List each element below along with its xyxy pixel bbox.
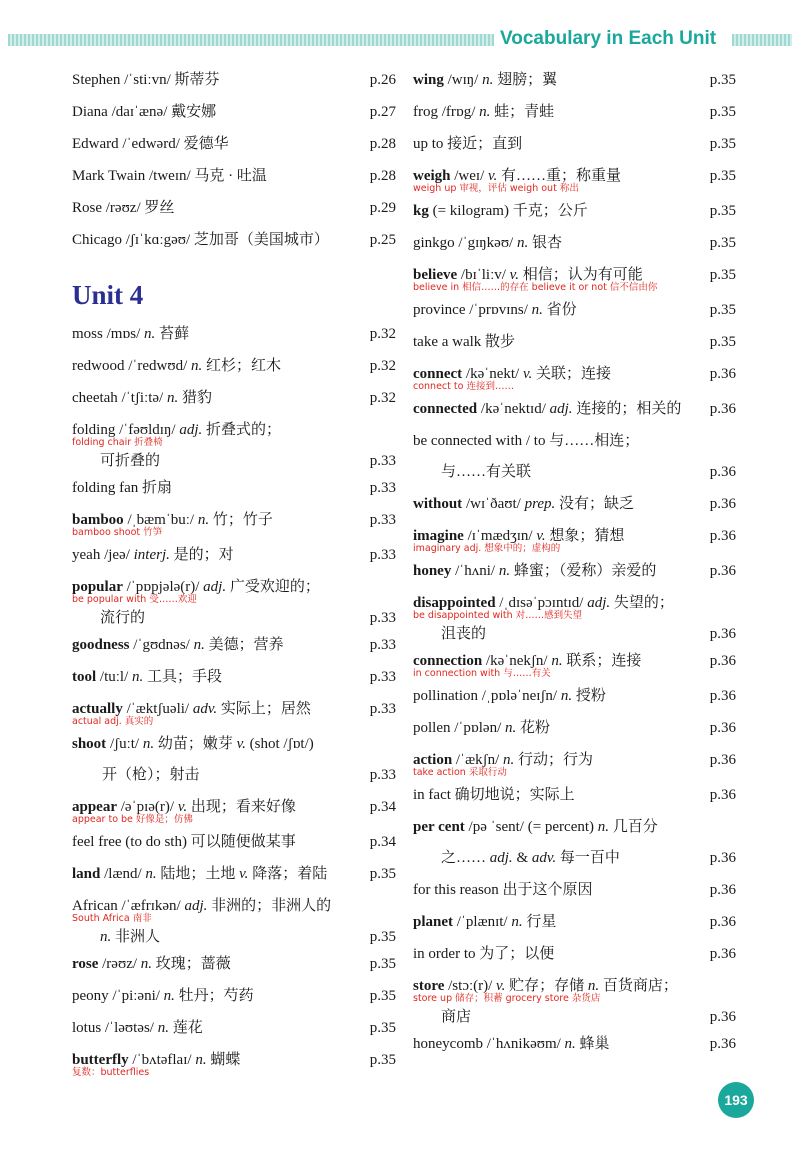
vocab-entry-text: connect /kəˈnekt/ v. 关联；连接 [413, 366, 612, 382]
header-decorative-band [8, 34, 494, 46]
page-reference: p.36 [709, 787, 736, 803]
vocab-entry [72, 539, 396, 571]
vocab-entry [413, 128, 736, 160]
page-reference: p.35 [709, 302, 736, 318]
page-reference: p.27 [369, 104, 396, 120]
page-reference: p.35 [369, 1052, 396, 1068]
vocab-entry [413, 906, 736, 938]
vocab-entry [413, 358, 736, 393]
vocab-entry-text: popular /ˈpɒpjələ(r)/ adj. 广受欢迎的； [72, 579, 320, 595]
page-reference: p.35 [709, 168, 736, 184]
vocab-entry [413, 970, 736, 1028]
vocab-entry-text: without /wɪˈðaʊt/ prep. 没有；缺乏 [413, 496, 635, 512]
page-reference: p.34 [369, 834, 396, 850]
vocab-entry [72, 858, 396, 890]
vocab-entry-text: take a walk 散步 [413, 334, 516, 350]
vocab-entry-text: action /ˈækʃn/ n. 行动；行为 [413, 752, 594, 768]
vocab-entry [72, 96, 396, 128]
vocab-entry-text: up to 接近；直到 [413, 136, 523, 152]
page-reference: p.32 [369, 390, 396, 406]
unit-heading: Unit 4 [72, 280, 144, 310]
page-reference: p.33 [369, 453, 396, 469]
handwritten-note: folding chair 折叠椅 [72, 437, 163, 448]
vocab-entry-text: per cent /pə ˈsent/ (= percent) n. 几百分 [413, 819, 658, 835]
page-number-badge: 193 [718, 1082, 754, 1118]
vocab-entry-text: connected /kəˈnektɪd/ adj. 连接的；相关的 [413, 401, 682, 417]
vocab-entry-continuation: 开（枪）；射击 [102, 767, 200, 783]
vocab-entry [413, 712, 736, 744]
section-spacer [72, 256, 396, 278]
page-reference: p.35 [369, 929, 396, 945]
vocab-entry-text: goodness /ˈgʊdnəs/ n. 美德；营养 [72, 637, 284, 653]
vocab-entry [72, 571, 396, 629]
page-reference: p.33 [369, 767, 396, 783]
vocab-entry-text: honeycomb /ˈhʌnikəʊm/ n. 蜂巢 [413, 1036, 610, 1052]
handwritten-note: weigh up 审视，评估 weigh out 称出 [413, 183, 579, 194]
vocab-entry [72, 414, 396, 472]
page-reference: p.35 [369, 866, 396, 882]
page-reference: p.26 [369, 72, 396, 88]
vocab-entry [413, 874, 736, 906]
vocab-entry [413, 326, 736, 358]
vocab-entry-text: Stephen /ˈstiːvn/ 斯蒂芬 [72, 72, 220, 88]
vocab-entry [72, 472, 396, 504]
handwritten-note: appear to be 好像是；仿佛 [72, 814, 193, 825]
page-reference: p.33 [369, 610, 396, 626]
vocab-entry [72, 629, 396, 661]
vocab-entry [72, 826, 396, 858]
vocab-entry-text: moss /mɒs/ n. 苔藓 [72, 326, 190, 342]
vocab-entry-text: pollen /ˈpɒlən/ n. 花粉 [413, 720, 551, 736]
vocab-entry [413, 96, 736, 128]
vocab-entry-continuation: 流行的 [100, 610, 146, 626]
vocab-entry [72, 693, 396, 728]
page-reference: p.33 [369, 637, 396, 653]
handwritten-note: believe in 相信……的存在 believe it or not 信不信由你 [413, 282, 658, 293]
handwritten-note: be disappointed with 对……感到失望 [413, 610, 583, 621]
page-reference: p.36 [709, 401, 736, 417]
vocab-entry [72, 661, 396, 693]
vocab-entry [72, 128, 396, 160]
vocab-entry-text: for this reason 出于这个原因 [413, 882, 593, 898]
vocab-entry [413, 488, 736, 520]
vocab-entry-text: planet /ˈplænɪt/ n. 行星 [413, 914, 557, 930]
vocab-entry-text: cheetah /ˈtʃiːtə/ n. 猎豹 [72, 390, 212, 406]
vocab-entry-continuation: n. 非洲人 [100, 929, 161, 945]
vocab-entry [72, 504, 396, 539]
vocab-entry-text: feel free (to do sth) 可以随便做某事 [72, 834, 296, 850]
vocab-entry [72, 728, 396, 791]
vocab-entry-text: peony /ˈpiːəni/ n. 牡丹；芍药 [72, 988, 254, 1004]
handwritten-note: connect to 连接到…… [413, 381, 514, 392]
page-reference: p.33 [369, 512, 396, 528]
page-reference: p.33 [369, 669, 396, 685]
page-reference: p.36 [709, 688, 736, 704]
vocab-entry-text: shoot /ʃuːt/ n. 幼苗；嫩芽 v. (shot /ʃɒt/) [72, 736, 314, 752]
handwritten-note: imaginary adj. 想象中的；虚构的 [413, 543, 561, 554]
vocab-entry [413, 1028, 736, 1060]
vocab-entry [72, 350, 396, 382]
page-reference: p.33 [369, 480, 396, 496]
vocab-entry-text: redwood /ˈredwʊd/ n. 红杉；红木 [72, 358, 282, 374]
page-reference: p.34 [369, 799, 396, 815]
page-reference: p.35 [709, 136, 736, 152]
page-reference: p.36 [709, 626, 736, 642]
page-header-title: Vocabulary in Each Unit [500, 28, 717, 49]
vocab-entry-text: be connected with / to 与……相连； [413, 433, 640, 449]
vocab-entry [413, 64, 736, 96]
vocabulary-column-right [413, 64, 736, 1060]
page-reference: p.36 [709, 653, 736, 669]
vocab-entry-text: actually /ˈæktʃuəli/ adv. 实际上；居然 [72, 701, 311, 717]
vocab-entry-text: rose /rəʊz/ n. 玫瑰；蔷薇 [72, 956, 231, 972]
page-reference: p.35 [709, 235, 736, 251]
page-reference: p.36 [709, 720, 736, 736]
vocab-entry [413, 811, 736, 874]
page-reference: p.32 [369, 358, 396, 374]
vocab-entry [413, 259, 736, 294]
vocab-entry-text: disappointed /ˌdɪsəˈpɔɪntɪd/ adj. 失望的； [413, 595, 674, 611]
vocab-entry [413, 520, 736, 555]
page-reference: p.33 [369, 701, 396, 717]
vocab-entry [413, 294, 736, 326]
page-reference: p.33 [369, 547, 396, 563]
vocab-entry [72, 224, 396, 256]
handwritten-note: take action 采取行动 [413, 767, 507, 778]
vocab-entry-text: wing /wɪŋ/ n. 翅膀；翼 [413, 72, 558, 88]
vocab-entry-text: Edward /ˈedwərd/ 爱德华 [72, 136, 229, 152]
vocab-entry [413, 779, 736, 811]
vocab-entry-continuation: 商店 [441, 1009, 472, 1025]
vocab-entry-text: bamboo /ˌbæmˈbuː/ n. 竹；竹子 [72, 512, 273, 528]
page-reference: p.36 [709, 882, 736, 898]
vocab-entry [72, 192, 396, 224]
page-reference: p.35 [369, 1020, 396, 1036]
vocab-entry [72, 318, 396, 350]
vocab-entry-text: imagine /ɪˈmædʒɪn/ v. 想象；猜想 [413, 528, 625, 544]
vocab-entry [413, 744, 736, 779]
vocab-entry-text: Mark Twain /tweɪn/ 马克 · 吐温 [72, 168, 267, 184]
header-decorative-band-right [732, 34, 792, 46]
vocab-entry-text: weigh /weɪ/ v. 有……重；称重量 [413, 168, 622, 184]
page-reference: p.36 [709, 850, 736, 866]
vocab-entry-text: ginkgo /ˈgɪŋkəʊ/ n. 银杏 [413, 235, 562, 251]
vocab-entry-text: appear /əˈpɪə(r)/ v. 出现；看来好像 [72, 799, 296, 815]
page-reference: p.36 [709, 1036, 736, 1052]
vocab-entry-text: in fact 确切地说；实际上 [413, 787, 575, 803]
vocab-entry-text: Chicago /ʃɪˈkɑːgəʊ/ 芝加哥（美国城市） [72, 232, 329, 248]
vocab-entry-text: pollination /ˌpɒləˈneɪʃn/ n. 授粉 [413, 688, 606, 704]
vocab-entry [413, 555, 736, 587]
page-reference: p.35 [369, 956, 396, 972]
page-reference: p.36 [709, 1009, 736, 1025]
vocab-entry-text: African /ˈæfrɪkən/ adj. 非洲的；非洲人的 [72, 898, 332, 914]
page-reference: p.36 [709, 946, 736, 962]
handwritten-note: store up 储存；积蓄 grocery store 杂货店 [413, 993, 601, 1004]
page-reference: p.35 [709, 104, 736, 120]
vocab-entry-text: tool /tuːl/ n. 工具；手段 [72, 669, 223, 685]
page-reference: p.36 [709, 528, 736, 544]
vocab-entry [72, 890, 396, 948]
vocab-entry-continuation: 沮丧的 [441, 626, 487, 642]
handwritten-note: in connection with 与……有关 [413, 668, 551, 679]
vocab-entry-text: butterfly /ˈbʌtəflaɪ/ n. 蝴蝶 [72, 1052, 241, 1068]
page-reference: p.35 [369, 988, 396, 1004]
handwritten-note: be popular with 受……欢迎 [72, 594, 197, 605]
vocab-entry-text: folding /ˈfəʊldɪŋ/ adj. 折叠式的； [72, 422, 281, 438]
handwritten-note: actual adj. 真实的 [72, 716, 154, 727]
page-reference: p.25 [369, 232, 396, 248]
vocab-entry-text: kg (= kilogram) 千克；公斤 [413, 203, 588, 219]
vocab-entry [72, 980, 396, 1012]
handwritten-note: 复数：butterflies [72, 1067, 150, 1078]
page-reference: p.36 [709, 914, 736, 930]
vocab-entry-text: honey /ˈhʌni/ n. 蜂蜜；（爱称）亲爱的 [413, 563, 657, 579]
vocab-entry [72, 64, 396, 96]
vocab-entry [413, 227, 736, 259]
vocab-entry [413, 938, 736, 970]
vocab-entry-text: in order to 为了；以便 [413, 946, 555, 962]
vocabulary-column-left [72, 64, 396, 1079]
vocab-entry-text: connection /kəˈnekʃn/ n. 联系；连接 [413, 653, 642, 669]
page-reference: p.36 [709, 464, 736, 480]
page-reference: p.36 [709, 752, 736, 768]
handwritten-note: South Africa 南非 [72, 913, 152, 924]
vocab-entry [413, 645, 736, 680]
handwritten-note: bamboo shoot 竹笋 [72, 527, 163, 538]
page-reference: p.29 [369, 200, 396, 216]
page-reference: p.35 [709, 72, 736, 88]
vocab-entry-text: frog /frɒg/ n. 蛙；青蛙 [413, 104, 555, 120]
vocab-entry [72, 1044, 396, 1079]
vocab-entry-text: folding fan 折扇 [72, 480, 172, 496]
vocab-entry-continuation: 与……有关联 [441, 464, 532, 480]
vocab-entry-text: yeah /jeə/ interj. 是的；对 [72, 547, 234, 563]
vocab-entry [72, 1012, 396, 1044]
page-reference: p.28 [369, 168, 396, 184]
page-reference: p.32 [369, 326, 396, 342]
vocab-entry-continuation: 之…… adj. & adv. 每一百中 [441, 850, 620, 866]
vocab-entry-text: Rose /rəʊz/ 罗丝 [72, 200, 175, 216]
page-reference: p.35 [709, 267, 736, 283]
vocab-entry-text: land /lænd/ n. 陆地；土地 v. 降落；着陆 [72, 866, 328, 882]
page-reference: p.36 [709, 496, 736, 512]
page-reference: p.36 [709, 366, 736, 382]
vocab-entry [413, 680, 736, 712]
vocab-entry [72, 948, 396, 980]
vocab-entry-text: store /stɔː(r)/ v. 贮存；存储 n. 百货商店； [413, 978, 678, 994]
vocab-entry [72, 160, 396, 192]
vocab-entry-text: Diana /daɪˈænə/ 戴安娜 [72, 104, 217, 120]
vocab-entry [413, 587, 736, 645]
vocab-entry-continuation: 可折叠的 [100, 453, 161, 469]
vocab-entry [413, 425, 736, 488]
vocab-entry-text: province /ˈprɒvɪns/ n. 省份 [413, 302, 577, 318]
page-reference: p.36 [709, 563, 736, 579]
vocab-entry [72, 382, 396, 414]
vocab-entry [413, 195, 736, 227]
vocab-entry-text: lotus /ˈləʊtəs/ n. 莲花 [72, 1020, 203, 1036]
vocab-entry [413, 160, 736, 195]
page-reference: p.35 [709, 334, 736, 350]
vocab-entry [413, 393, 736, 425]
page-reference: p.35 [709, 203, 736, 219]
vocab-entry [72, 791, 396, 826]
page-reference: p.28 [369, 136, 396, 152]
vocab-entry-text: believe /bɪˈliːv/ v. 相信；认为有可能 [413, 267, 643, 283]
